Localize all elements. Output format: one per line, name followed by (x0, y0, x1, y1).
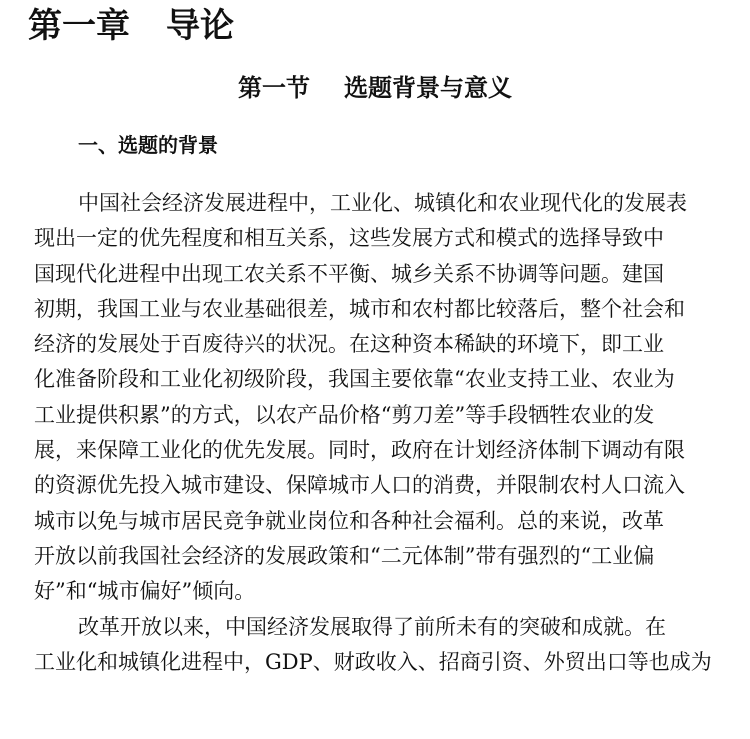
chapter-number: 第一章 (28, 6, 130, 46)
paragraph-1-line-12: 好”和“城市偏好”倾向。 (34, 579, 256, 604)
paragraph-1-line-3: 国现代化进程中出现工农关系不平衡、城乡关系不协调等问题。建国 (34, 261, 664, 286)
paragraph-1-line-11: 开放以前我国社会经济的发展政策和“二元体制”带有强烈的“工业偏 (34, 543, 655, 568)
paragraph-1-line-4: 初期，我国工业与农业基础很差，城市和农村都比较落后，整个社会和 (34, 296, 685, 321)
paragraph-1-line-10: 城市以免与城市居民竞争就业岗位和各种社会福利。总的来说，改革 (34, 508, 664, 533)
paragraph-1-line-6: 化准备阶段和工业化初级阶段，我国主要依靠“农业支持工业、农业为 (34, 367, 675, 392)
paragraph-2-line-1: 改革开放以来，中国经济发展取得了前所未有的突破和成就。在 (78, 614, 666, 639)
paragraph-2-line-2: 工业化和城镇化进程中，GDP、财政收入、招商引资、外贸出口等也成为 (34, 649, 712, 674)
section-title (0, 68, 750, 108)
section-number: 第一节 (238, 74, 310, 102)
paragraph-1-line-2: 现出一定的优先程度和相互关系，这些发展方式和模式的选择导致中 (34, 226, 664, 251)
paragraph-1-line-1: 中国社会经济发展进程中，工业化、城镇化和农业现代化的发展表 (78, 191, 687, 215)
chapter-name: 导论 (166, 6, 234, 46)
paragraph-1-line-9: 的资源优先投入城市建设、保障城市人口的消费，并限制农村人口流入 (34, 473, 685, 498)
subsection-title: 一、选题的背景 (78, 133, 218, 157)
paragraph-1-line-7: 工业提供积累”的方式，以农产品价格“剪刀差”等手段牺牲农业的发 (34, 402, 655, 427)
chapter-title (28, 0, 234, 52)
paragraph-1-line-8: 展，来保障工业化的优先发展。同时，政府在计划经济体制下调动有限 (34, 438, 685, 463)
section-name: 选题背景与意义 (344, 74, 512, 102)
body-text (34, 186, 724, 680)
paragraph-1-line-5: 经济的发展处于百废待兴的状况。在这种资本稀缺的环境下，即工业 (34, 332, 664, 357)
